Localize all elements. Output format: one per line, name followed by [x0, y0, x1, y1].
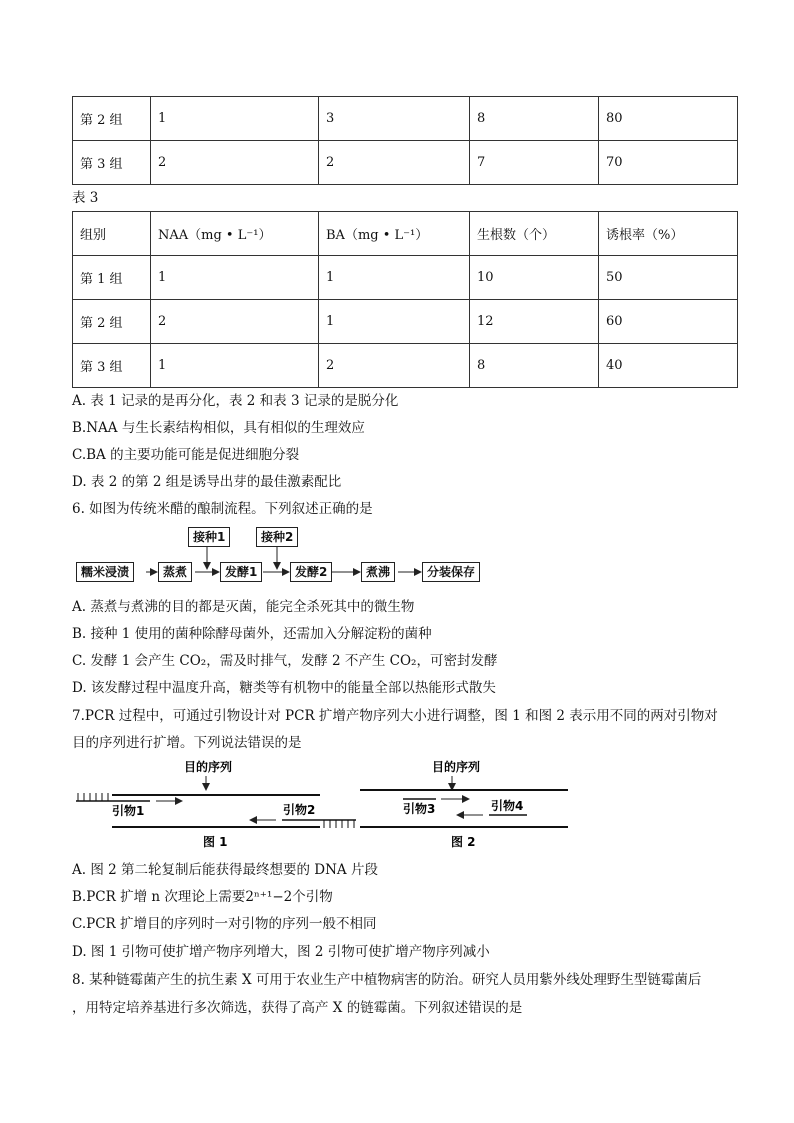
flow-step-steam: 蒸煮 [158, 562, 192, 582]
fig1-target-label: 目的序列 [184, 760, 233, 774]
q6-option-a: A. 蒸煮与煮沸的目的都是灭菌，能完全杀死其中的微生物 [72, 599, 415, 615]
q7-option-d: D. 图 1 引物可使扩增产物序列增大，图 2 引物可使扩增产物序列减小 [72, 944, 490, 960]
fig2-caption: 图 2 [451, 835, 476, 849]
flow-inoculation-2: 接种2 [256, 527, 298, 547]
q5-option-d: D. 表 2 的第 2 组是诱导出芽的最佳激素配比 [72, 474, 342, 490]
fig2-primer4-label: 引物4 [491, 799, 524, 813]
q6-option-d: D. 该发酵过程中温度升高，糖类等有机物中的能量全部以热能形式散失 [72, 680, 496, 696]
table3-caption: 表 3 [72, 190, 99, 206]
fig1-primer2-label: 引物2 [283, 803, 316, 817]
q7-option-b: B.PCR 扩增 n 次理论上需要2ⁿ⁺¹−2个引物 [72, 889, 333, 905]
q6-stem: 6. 如图为传统米醋的酿制流程。下列叙述正确的是 [72, 501, 373, 517]
q5-option-a: A. 表 1 记录的是再分化，表 2 和表 3 记录的是脱分化 [72, 393, 399, 409]
pcr-figure-1 [76, 759, 356, 849]
q5-option-c: C.BA 的主要功能可能是促进细胞分裂 [72, 447, 300, 463]
flow-inoculation-1: 接种1 [188, 527, 230, 547]
table-row: 第 3 组 2 2 7 70 [73, 141, 738, 185]
flow-step-soak: 糯米浸渍 [76, 562, 134, 582]
table-row: 第 2 组 1 3 8 80 [73, 97, 738, 141]
q6-option-b: B. 接种 1 使用的菌种除酵母菌外，还需加入分解淀粉的菌种 [72, 626, 432, 642]
q7-option-c: C.PCR 扩增目的序列时一对引物的序列一般不相同 [72, 916, 377, 932]
fig1-caption: 图 1 [203, 835, 228, 849]
flow-step-ferment1: 发酵1 [220, 562, 262, 582]
table-row: 第 1 组 1 1 10 50 [73, 256, 738, 300]
table-header-row: 组别 NAA（mg • L⁻¹） BA（mg • L⁻¹） 生根数（个） 诱根率（%） [73, 212, 738, 256]
fig1-primer1-label: 引物1 [112, 804, 145, 818]
q8-stem-line2: ，用特定培养基进行多次筛选，获得了高产 X 的链霉菌。下列叙述错误的是 [72, 1000, 523, 1016]
table-row: 第 2 组 2 1 12 60 [73, 300, 738, 344]
q5-option-b: B.NAA 与生长素结构相似，具有相似的生理效应 [72, 420, 365, 436]
q7-option-a: A. 图 2 第二轮复制后能获得最终想要的 DNA 片段 [72, 862, 378, 878]
q7-stem-line1: 7.PCR 过程中，可通过引物设计对 PCR 扩增产物序列大小进行调整，图 1 和图 2 表示用不同的两对引物对 [72, 708, 718, 724]
flow-step-package: 分装保存 [422, 562, 480, 582]
fig2-primer3-label: 引物3 [403, 802, 436, 816]
pcr-figure-2 [360, 759, 568, 849]
fig2-target-label: 目的序列 [432, 760, 481, 774]
flow-step-boil: 煮沸 [361, 562, 395, 582]
table-row: 第 3 组 1 2 8 40 [73, 344, 738, 388]
q6-option-c: C. 发酵 1 会产生 CO₂，需及时排气，发酵 2 不产生 CO₂，可密封发酵 [72, 653, 498, 669]
q7-stem-line2: 目的序列进行扩增。下列说法错误的是 [72, 735, 302, 751]
flow-step-ferment2: 发酵2 [290, 562, 332, 582]
q8-stem-line1: 8. 某种链霉菌产生的抗生素 X 可用于农业生产中植物病害的防治。研究人员用紫外线处理野生型链霉菌后 [72, 972, 702, 988]
